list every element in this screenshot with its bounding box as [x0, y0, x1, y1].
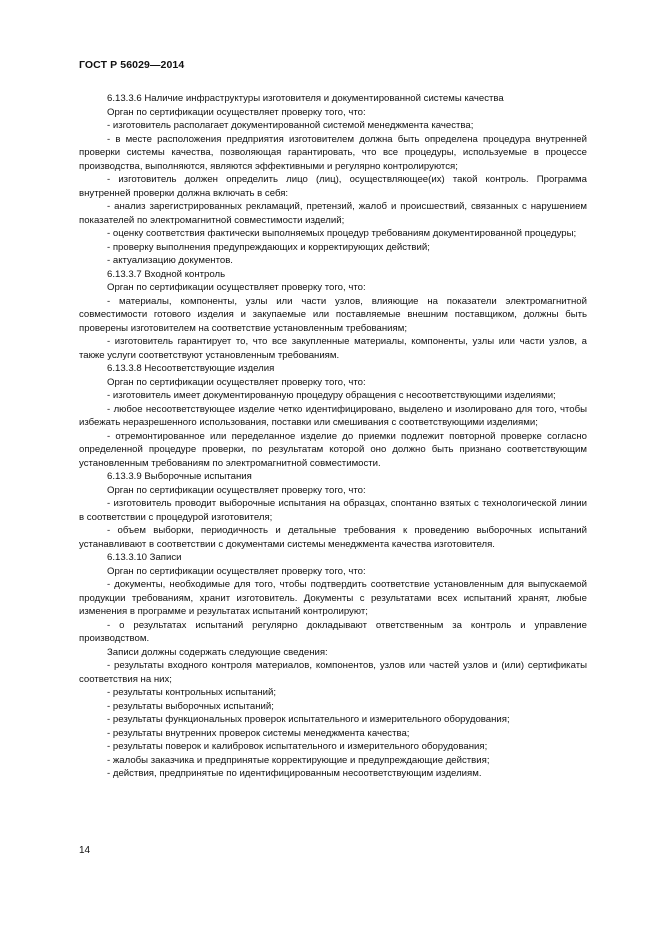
list-item: - объем выборки, периодичность и детальные требования к проведению выборочных испытаний устанавливают в соответствии с документами системы менеджмента качества изготовителя.: [79, 525, 587, 550]
list-item: - проверку выполнения предупреждающих и корректирующих действий;: [107, 241, 430, 253]
list-item: - жалобы заказчика и предпринятые корректирующие и предупреждающие действия;: [107, 754, 490, 766]
section-heading: 6.13.3.10 Записи: [107, 552, 182, 563]
list-item: - результаты внутренних проверок системы менеджмента качества;: [107, 727, 410, 739]
paragraph: Орган по сертификации осуществляет проверку того, что:: [107, 106, 366, 118]
document-body: [79, 92, 587, 781]
list-item: - изготовитель гарантирует то, что все закупленные материалы, компоненты, узлы или части узлов, а также услуги соответствуют установленным требованиям.: [79, 336, 587, 361]
list-item: - результаты выборочных испытаний;: [107, 700, 274, 712]
list-item: - анализ зарегистрированных рекламаций, претензий, жалоб и происшествий, связанных с нарушением показателей по электромагнитной совместимости изделий;: [79, 201, 587, 226]
list-item: - оценку соответствия фактически выполняемых процедур требованиям документированной процедуры;: [107, 228, 577, 239]
list-item: - актуализацию документов.: [107, 255, 233, 266]
list-item: - любое несоответствующее изделие четко идентифицировано, выделено и изолировано для того, чтобы избежать неразрешенного использования, поставки или смешивания с соответствующими изделиями;: [79, 403, 587, 428]
list-item: - изготовитель имеет документированную процедуру обращения с несоответствующими изделиями;: [107, 390, 556, 401]
list-item: - отремонтированное или переделанное изделие до приемки подлежит повторной проверке согласно определенной процедуре проверки, по результатам которой оно должно быть признано соответствующим установленным требованиям по электромагнитной совместимости.: [79, 430, 587, 469]
section-heading: 6.13.3.9 Выборочные испытания: [107, 471, 252, 482]
list-item: - изготовитель проводит выборочные испытания на образцах, спонтанно взятых с технологической линии в соответствии с процедурой изготовителя;: [79, 498, 587, 523]
list-item: - о результатах испытаний регулярно докладывают ответственным за контроль и управление производством.: [79, 619, 587, 644]
list-item: - действия, предпринятые по идентифицированным несоответствующим изделиям.: [107, 768, 482, 779]
paragraph: Записи должны содержать следующие сведения:: [107, 646, 328, 658]
list-item: - документы, необходимые для того, чтобы подтвердить соответствие установленным для выпускаемой продукции требованиям, хранит изготовитель. Документы с результатами всех испытаний хранят, любые изменения в программе и результатах испытаний контролируют;: [79, 579, 587, 617]
paragraph: Орган по сертификации осуществляет проверку того, что:: [107, 376, 366, 388]
list-item: - результаты контрольных испытаний;: [107, 687, 277, 698]
section-heading: 6.13.3.6 Наличие инфраструктуры изготовителя и документированной системы качества: [107, 93, 504, 104]
paragraph: Орган по сертификации осуществляет проверку того, что:: [107, 484, 366, 496]
document-header: ГОСТ Р 56029—2014: [79, 59, 185, 71]
section-heading: 6.13.3.8 Несоответствующие изделия: [107, 363, 275, 374]
page-number: 14: [79, 845, 91, 856]
list-item: - результаты входного контроля материалов, компонентов, узлов или частей узлов и (или) сертификаты соответствия на них;: [79, 660, 587, 685]
list-item: - изготовитель должен определить лицо (лиц), осуществляющее(их) такой контроль. Программа внутренней проверки должна включать в себя:: [79, 174, 587, 199]
list-item: - результаты функциональных проверок испытательного и измерительного оборудования;: [107, 714, 510, 725]
section-heading: 6.13.3.7 Входной контроль: [107, 268, 226, 280]
list-item: - результаты поверок и калибровок испытательного и измерительного оборудования;: [107, 741, 488, 752]
paragraph: Орган по сертификации осуществляет проверку того, что:: [107, 282, 366, 293]
list-item: - материалы, компоненты, узлы или части узлов, влияющие на показатели электромагнитной совместимости готового изделия и закупаемые или поставляемые внешним поставщиком, должны быть проверены изготовителем на соответствие установленным требованиям;: [79, 295, 587, 334]
paragraph: Орган по сертификации осуществляет проверку того, что:: [107, 565, 366, 577]
list-item: - в месте расположения предприятия изготовителем должна быть определена процедура внутренней проверки системы качества, позволяющая гарантировать, что все процедуры, используемые в процессе производства, выполняются, являются эффективными и регулярно контролируются;: [79, 133, 587, 172]
list-item: - изготовитель располагает документированной системой менеджмента качества;: [107, 120, 474, 131]
